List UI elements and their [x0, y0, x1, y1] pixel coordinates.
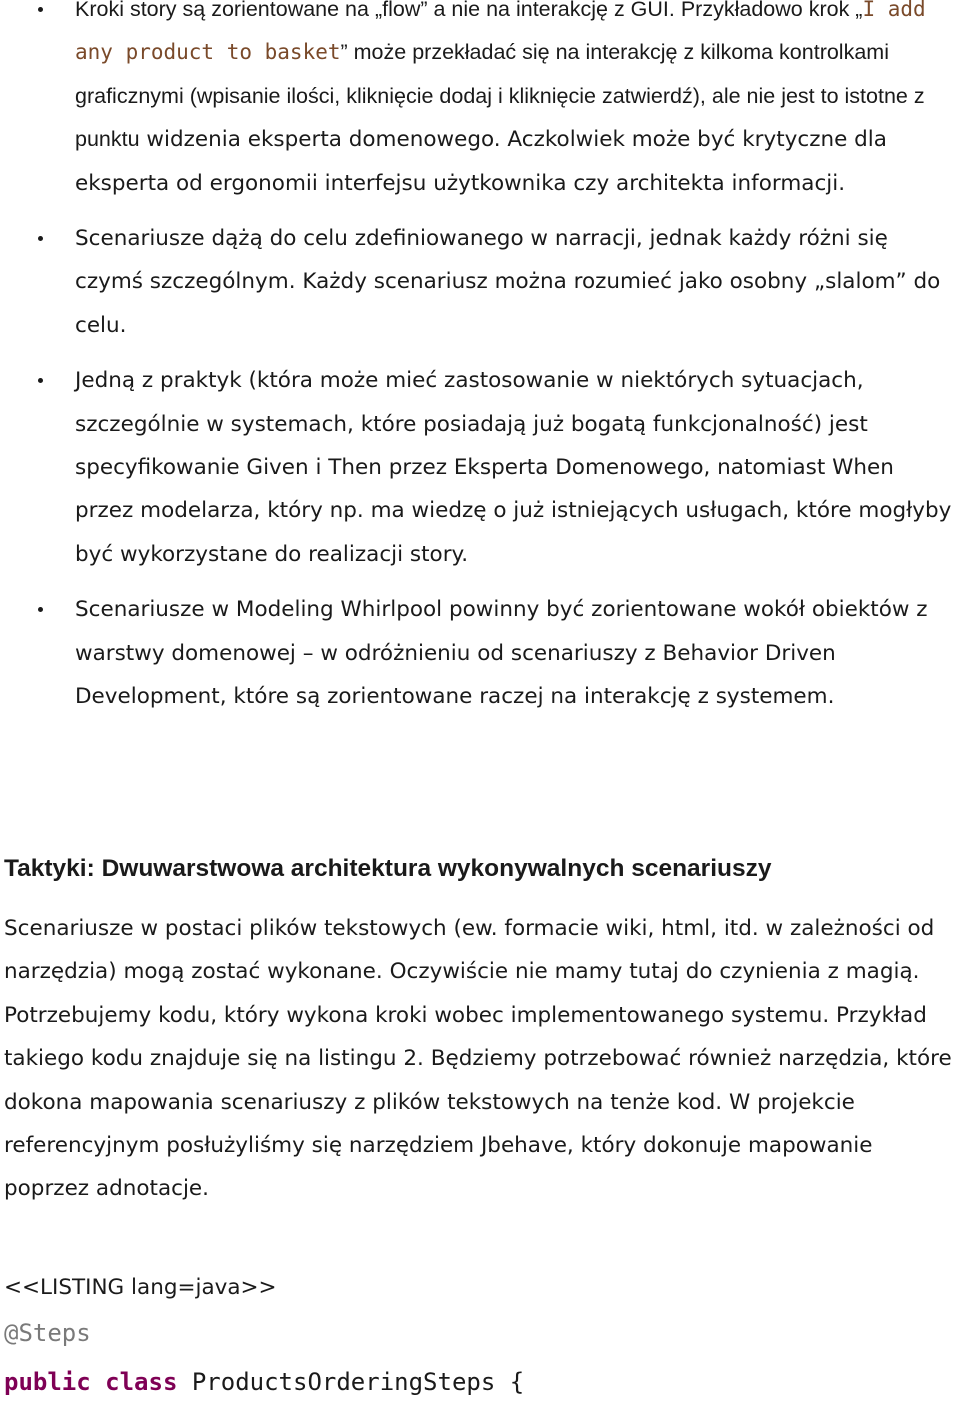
bullet-item-goal	[0, 217, 960, 347]
bullet-text: Scenariusze w Modeling Whirlpool powinny być zorientowane wokół obiektów z warstwy domenowej – w odróżnieniu od scenariuszy z Behavior Driven Development, które są zorientowane raczej na interakcję z systemem.	[75, 597, 928, 710]
bullet-dot-icon	[38, 378, 43, 383]
bullet-item-whirlpool	[0, 588, 960, 718]
section-paragraph: Scenariusze w postaci plików tekstowych (ew. formacie wiki, html, itd. w zależności od narzędzia) mogą zostać wykonane. Oczywiście nie mamy tutaj do czynienia z magią. Potrzebujemy kodu, który wykona kroki wobec implementowanego systemu. Przykład takiego kodu znajduje się na listingu 2. Będziemy potrzebować również narzędzia, które dokona mapowania scenariuszy z plików tekstowych na tenże kod. W projekcie referencyjnym posłużyliśmy się narzędziem Jbehave, który dokonuje mapowanie poprzez adnotacje.	[4, 916, 952, 1202]
bullet-text: Scenariusze dążą do celu zdefiniowanego w narracji, jednak każdy różni się czymś szczególnym. Każdy scenariusz można rozumieć jako osobny „slalom” do celu.	[75, 226, 941, 338]
bullet-text-part: ” może przekładać się na interakcję z kilkoma kontrolkami graficznymi (wpisanie ilości, kliknięcie dodaj i kliknięcie zatwierdź), ale nie jest to istotne z punktu	[75, 40, 925, 152]
bullet-item-practice	[0, 359, 960, 576]
code-keyword-public: public	[4, 1368, 91, 1396]
listing-marker: <<LISTING lang=java>>	[4, 1275, 277, 1300]
code-annotation: @Steps	[4, 1319, 91, 1347]
bullet-dot-icon	[38, 607, 43, 612]
bullet-text-part: Kroki story są zorientowane na „flow” a nie na interakcję z GUI. Przykładowo krok „	[75, 0, 863, 21]
section-heading: Taktyki: Dwuwarstwowa architektura wykonywalnych scenariuszy	[4, 855, 772, 882]
inline-code-step: I add any product to basket	[75, 0, 926, 65]
bullet-dot-icon	[38, 236, 43, 241]
code-class-declaration	[4, 1367, 524, 1397]
code-keyword-class: class	[105, 1368, 178, 1396]
bullet-text: Jedną z praktyk (która może mieć zastosowanie w niektórych sytuacjach, szczególnie w systemach, które posiadają już bogatą funkcjonalność) jest specyfikowanie Given i Then przez Eksperta Domenowego, natomiast When przez modelarza, który np. ma wiedzę o już istniejących usługach, które mogłyby być wykorzystane do realizacji story.	[75, 368, 952, 567]
bullet-item-flow	[0, 0, 960, 205]
bullet-text-part: widzenia eksperta domenowego. Aczkolwiek może być krytyczne dla eksperta od ergonomii interfejsu użytkownika czy architekta informacji.	[75, 127, 887, 196]
code-class-name: ProductsOrderingSteps {	[177, 1368, 525, 1396]
bullet-dot-icon	[38, 7, 43, 12]
